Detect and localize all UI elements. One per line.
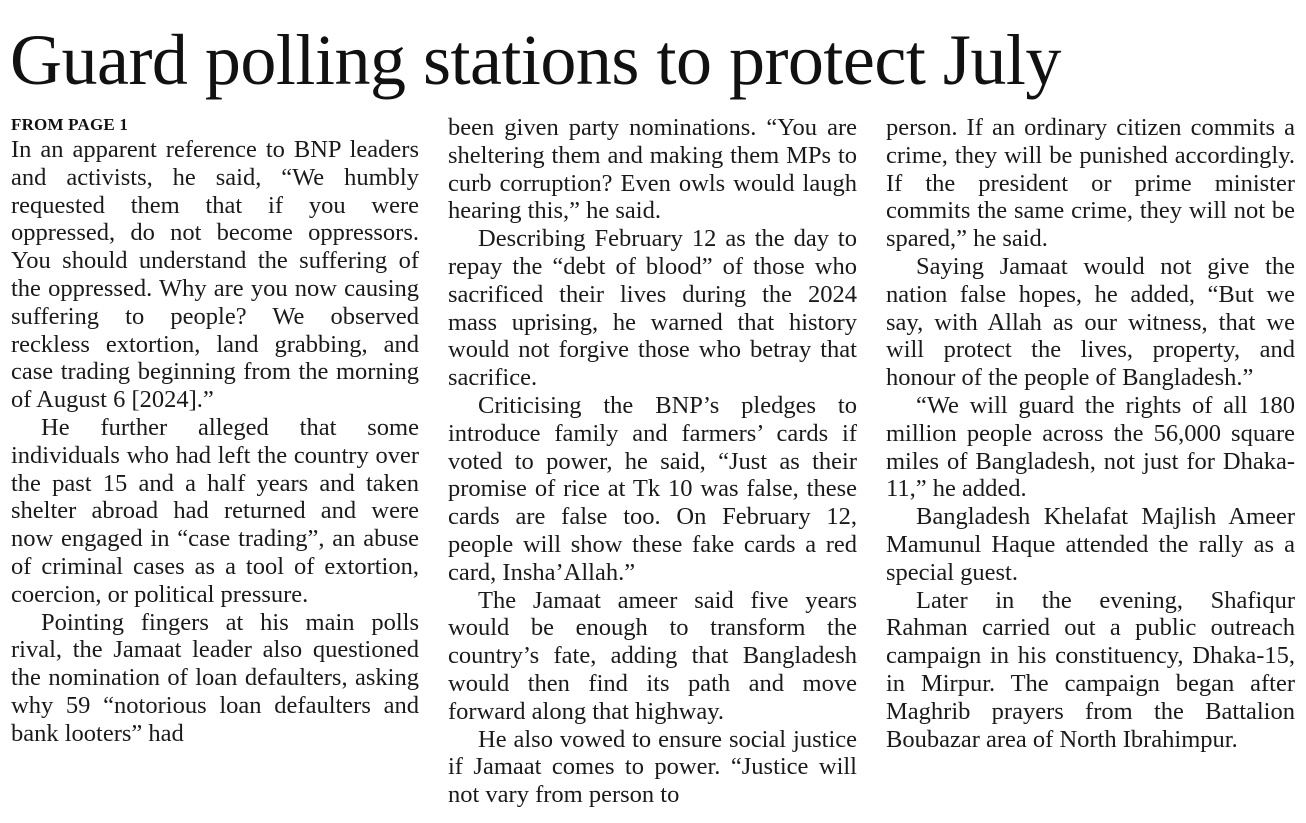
paragraph: The Jamaat ameer said five years would be enough to transform the country’s fate, adding that Bangladesh would then find its path and move forward along that highway. — [448, 586, 857, 725]
paragraph-continued: person. If an ordinary citizen commits a crime, they will be punished accordingly. If the president or prime minister commits the same crime, they will not be spared,” he said. — [886, 114, 1295, 253]
paragraph: Describing February 12 as the day to repay the “debt of blood” of those who sacrificed their lives during the 2024 mass uprising, he warned that history would not forgive those who betray that sacrifice. — [448, 225, 857, 392]
paragraph: In an apparent reference to BNP leaders and activists, he said, “We humbly requested them that if you were oppressed, do not become oppressors. You should understand the suffering of the oppressed. Why are you now causing suffering to people? We observed reckless extortion, land grabbing, and case trading beginning from the morning of August 6 [2024].” — [11, 136, 419, 414]
article-column-3 — [886, 114, 1295, 753]
paragraph: Pointing fingers at his main polls rival, the Jamaat leader also questioned the nomination of loan defaulters, asking why 59 “notorious loan defaulters and bank looters” had — [11, 608, 419, 747]
headline: Guard polling stations to protect July — [10, 20, 1061, 100]
paragraph: “We will guard the rights of all 180 million people across the 56,000 square miles of Bangladesh, not just for Dhaka-11,” he added. — [886, 391, 1295, 503]
paragraph-continued: been given party nominations. “You are sheltering them and making them MPs to curb corruption? Even owls would laugh hearing this,” he said. — [448, 114, 857, 225]
paragraph: He also vowed to ensure social justice if Jamaat comes to power. “Justice will not vary from person to — [448, 725, 857, 809]
article-column-2 — [448, 114, 857, 809]
paragraph: Criticising the BNP’s pledges to introduce family and farmers’ cards if voted to power, he said, “Just as their promise of rice at Tk 10 was false, these cards are false too. On February 12, people will show these fake cards a red card, Insha’Allah.” — [448, 391, 857, 586]
paragraph: Bangladesh Khelafat Majlish Ameer Mamunul Haque attended the rally as a special guest. — [886, 503, 1295, 586]
continuation-kicker: FROM PAGE 1 — [11, 115, 129, 134]
paragraph: He further alleged that some individuals who had left the country over the past 15 and a half years and taken shelter abroad had returned and were now engaged in “case trading”, an abuse of criminal cases as a tool of extortion, coercion, or political pressure. — [11, 413, 419, 608]
paragraph: Saying Jamaat would not give the nation false hopes, he added, “But we say, with Allah as our witness, that we will protect the lives, property, and honour of the people of Bangladesh.” — [886, 252, 1295, 392]
article-column-1 — [11, 114, 419, 748]
paragraph: Later in the evening, Shafiqur Rahman carried out a public outreach campaign in his constituency, Dhaka-15, in Mirpur. The campaign began after Maghrib prayers from the Battalion Boubazar area of North Ibrahimpur. — [886, 586, 1295, 753]
